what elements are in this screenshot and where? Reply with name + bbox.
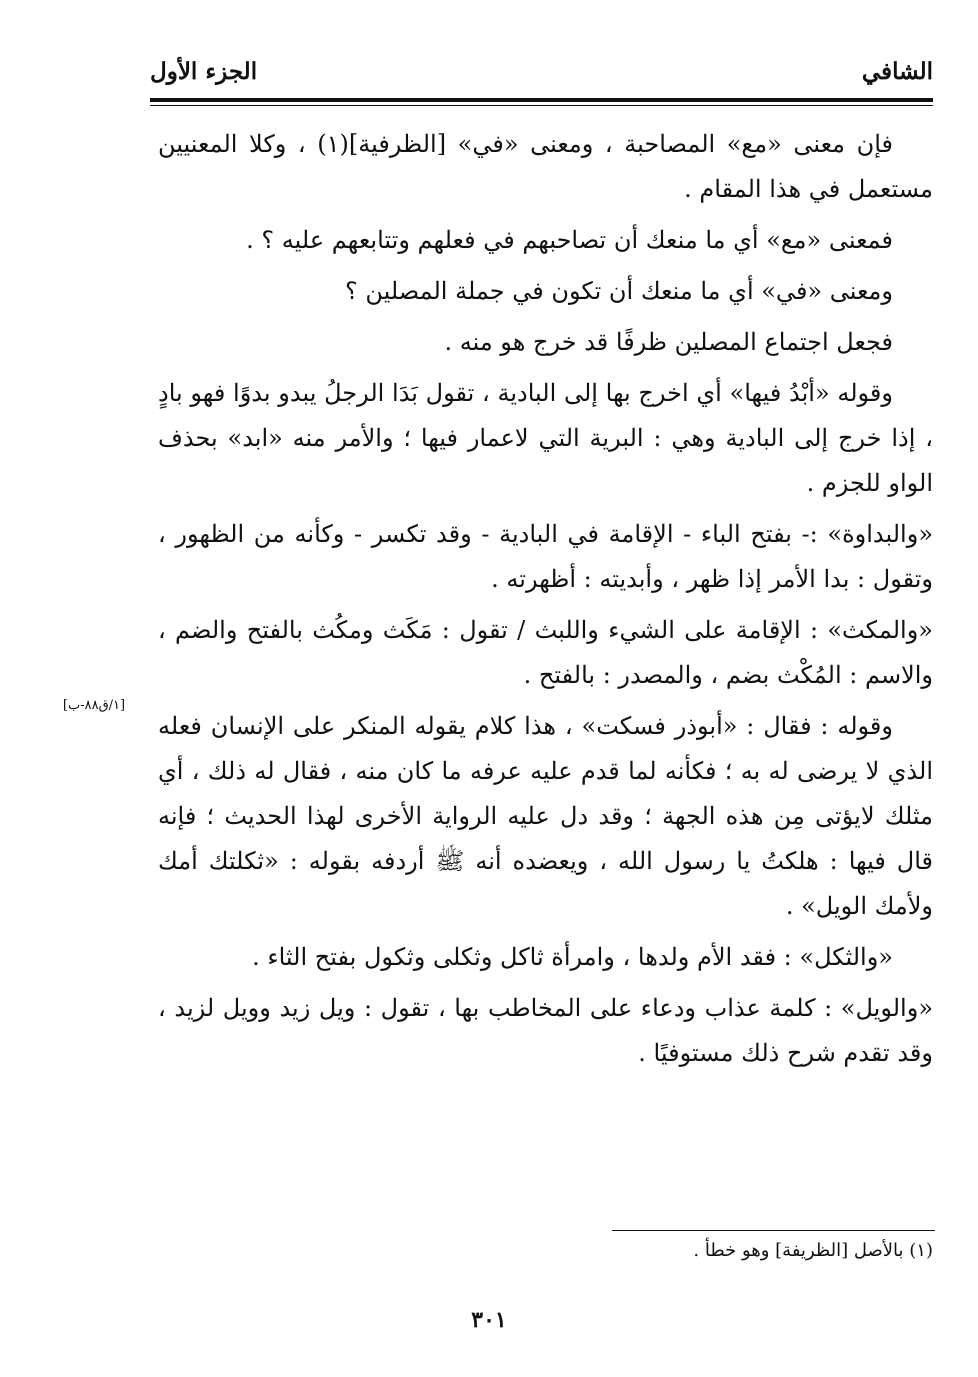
paragraph-6: «والبداوة» :- بفتح الباء - الإقامة في البادية - وقد تكسر - وكأنه من الظهور ، وتقول : بدا الأمر إذا ظهر ، وأبديته : أظهرته . bbox=[158, 520, 933, 593]
header-rule-thick bbox=[150, 98, 933, 102]
running-header bbox=[150, 58, 933, 96]
volume-title: الجزء الأول bbox=[150, 58, 258, 85]
paragraph-2: فمعنى «مع» أي ما منعك أن تصاحبهم في فعلهم وتتابعهم عليه ؟ . bbox=[246, 226, 893, 254]
paragraph-7: «والمكث» : الإقامة على الشيء واللبث / تقول : مَكَث ومكُث بالفتح والضم ، والاسم : المُكْث بضم ، والمصدر : بالفتح . bbox=[158, 616, 933, 689]
paragraph-9: «والثكل» : فقد الأم ولدها ، وامرأة ثاكل وثكلى وثكول بفتح الثاء . bbox=[252, 943, 893, 971]
footnote: (١) بالأصل [الظريفة] وهو خطأ . bbox=[693, 1240, 933, 1261]
paragraph-8: وقوله : فقال : «أبوذر فسكت» ، هذا كلام يقوله المنكر على الإنسان فعله الذي لا يرضى له به ؛ فكأنه لما قدم عليه عرفه ما كان منه ، فقال له ذلك ، أي مثلك لايؤتى مِن هذه الجهة ؛ وقد دل عليه الرواية الأخرى لهذا الحديث ؛ فإنه قال فيها : هلكتُ يا رسول الله ، ويعضده أنه ﷺ أردفه بقوله : «ثكلتك أمك ولأمك الويل» . bbox=[158, 712, 933, 920]
header-rule-thin bbox=[150, 105, 933, 106]
manuscript-folio-note: [١/ق٨٨-ب] bbox=[62, 698, 126, 713]
paragraph-10: «والويل» : كلمة عذاب ودعاء على المخاطب بها ، تقول : ويل زيد وويل لزيد ، وقد تقدم شرح ذلك مستوفيًا . bbox=[158, 994, 934, 1067]
footnote-rule bbox=[612, 1230, 935, 1231]
main-text bbox=[158, 122, 933, 1082]
paragraph-5: وقوله «أبْدُ فيها» أي اخرج بها إلى البادية ، تقول بَدَا الرجلُ يبدو بدوًا فهو بادٍ ، إذا خرج إلى البادية وهي : البرية التي لاعمار فيها ؛ والأمر منه «ابد» بحذف الواو للجزم . bbox=[158, 379, 933, 497]
paragraph-3: ومعنى «في» أي ما منعك أن تكون في جملة المصلين ؟ bbox=[344, 277, 893, 305]
book-title: الشافي bbox=[861, 58, 933, 85]
paragraph-1: فإن معنى «مع» المصاحبة ، ومعنى «في» [الظرفية](١) ، وكلا المعنيين مستعمل في هذا المقام . bbox=[158, 130, 933, 203]
page-number: ٣٠١ bbox=[471, 1307, 507, 1333]
paragraph-4: فجعل اجتماع المصلين ظرفًا قد خرج هو منه . bbox=[444, 328, 893, 356]
